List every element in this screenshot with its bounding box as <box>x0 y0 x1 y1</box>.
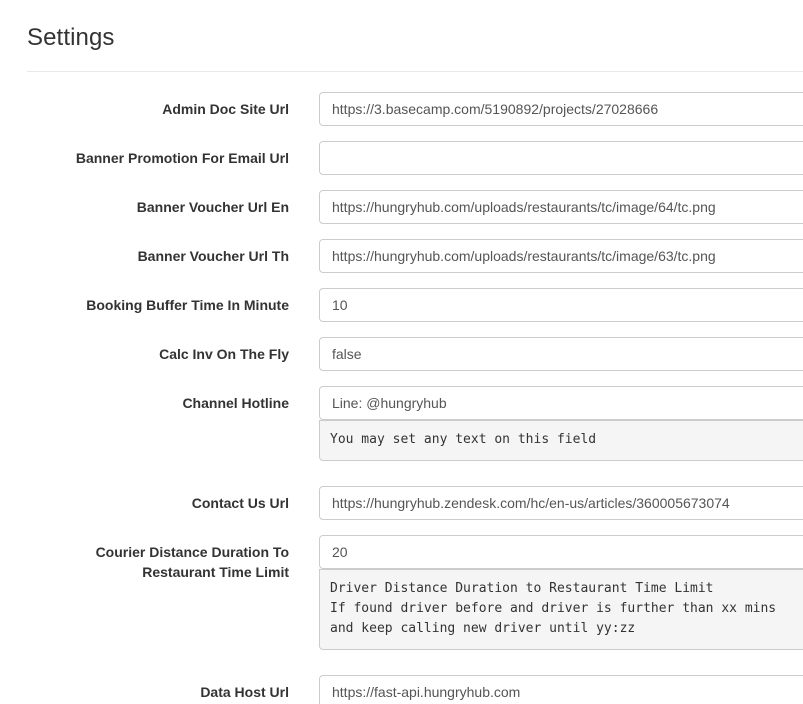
data-host-url-input[interactable]: https://fast-api.hungryhub.com <box>319 675 803 704</box>
courier-distance-duration-help <box>319 569 803 650</box>
setting-label: Admin Doc Site Url <box>162 101 289 117</box>
booking-buffer-time-input[interactable]: 10 <box>319 288 803 322</box>
setting-label: Contact Us Url <box>191 495 289 511</box>
setting-label: Booking Buffer Time In Minute <box>86 297 289 313</box>
banner-voucher-url-en-input[interactable]: https://hungryhub.com/uploads/restaurants/tc/image/64/tc.png <box>319 190 803 224</box>
setting-label-line-1: Courier Distance Duration To <box>95 544 289 560</box>
title-divider <box>27 71 803 72</box>
setting-label: Data Host Url <box>200 684 289 700</box>
setting-label: Calc Inv On The Fly <box>159 346 289 362</box>
banner-promotion-for-email-url-input[interactable] <box>319 141 803 175</box>
channel-hotline-input[interactable]: Line: @hungryhub <box>319 386 803 420</box>
setting-label <box>0 542 289 582</box>
setting-label: Banner Voucher Url Th <box>137 248 289 264</box>
admin-doc-site-url-input[interactable]: https://3.basecamp.com/5190892/projects/27028666 <box>319 92 803 126</box>
calc-inv-on-the-fly-input[interactable]: false <box>319 337 803 371</box>
setting-label: Banner Voucher Url En <box>136 199 289 215</box>
setting-label-line-2: Restaurant Time Limit <box>142 564 289 580</box>
banner-voucher-url-th-input[interactable]: https://hungryhub.com/uploads/restaurants/tc/image/63/tc.png <box>319 239 803 273</box>
help-line-1: Driver Distance Duration to Restaurant Time Limit <box>330 581 714 596</box>
channel-hotline-help: You may set any text on this field <box>319 420 803 461</box>
setting-label: Channel Hotline <box>182 395 289 411</box>
page-title: Settings <box>27 24 115 51</box>
courier-distance-duration-input[interactable]: 20 <box>319 535 803 569</box>
help-line-2: If found driver before and driver is further than xx mins <box>330 601 777 616</box>
setting-label: Banner Promotion For Email Url <box>75 150 289 166</box>
help-line-3: and keep calling new driver until yy:zz <box>330 621 636 636</box>
contact-us-url-input[interactable]: https://hungryhub.zendesk.com/hc/en-us/articles/360005673074 <box>319 486 803 520</box>
